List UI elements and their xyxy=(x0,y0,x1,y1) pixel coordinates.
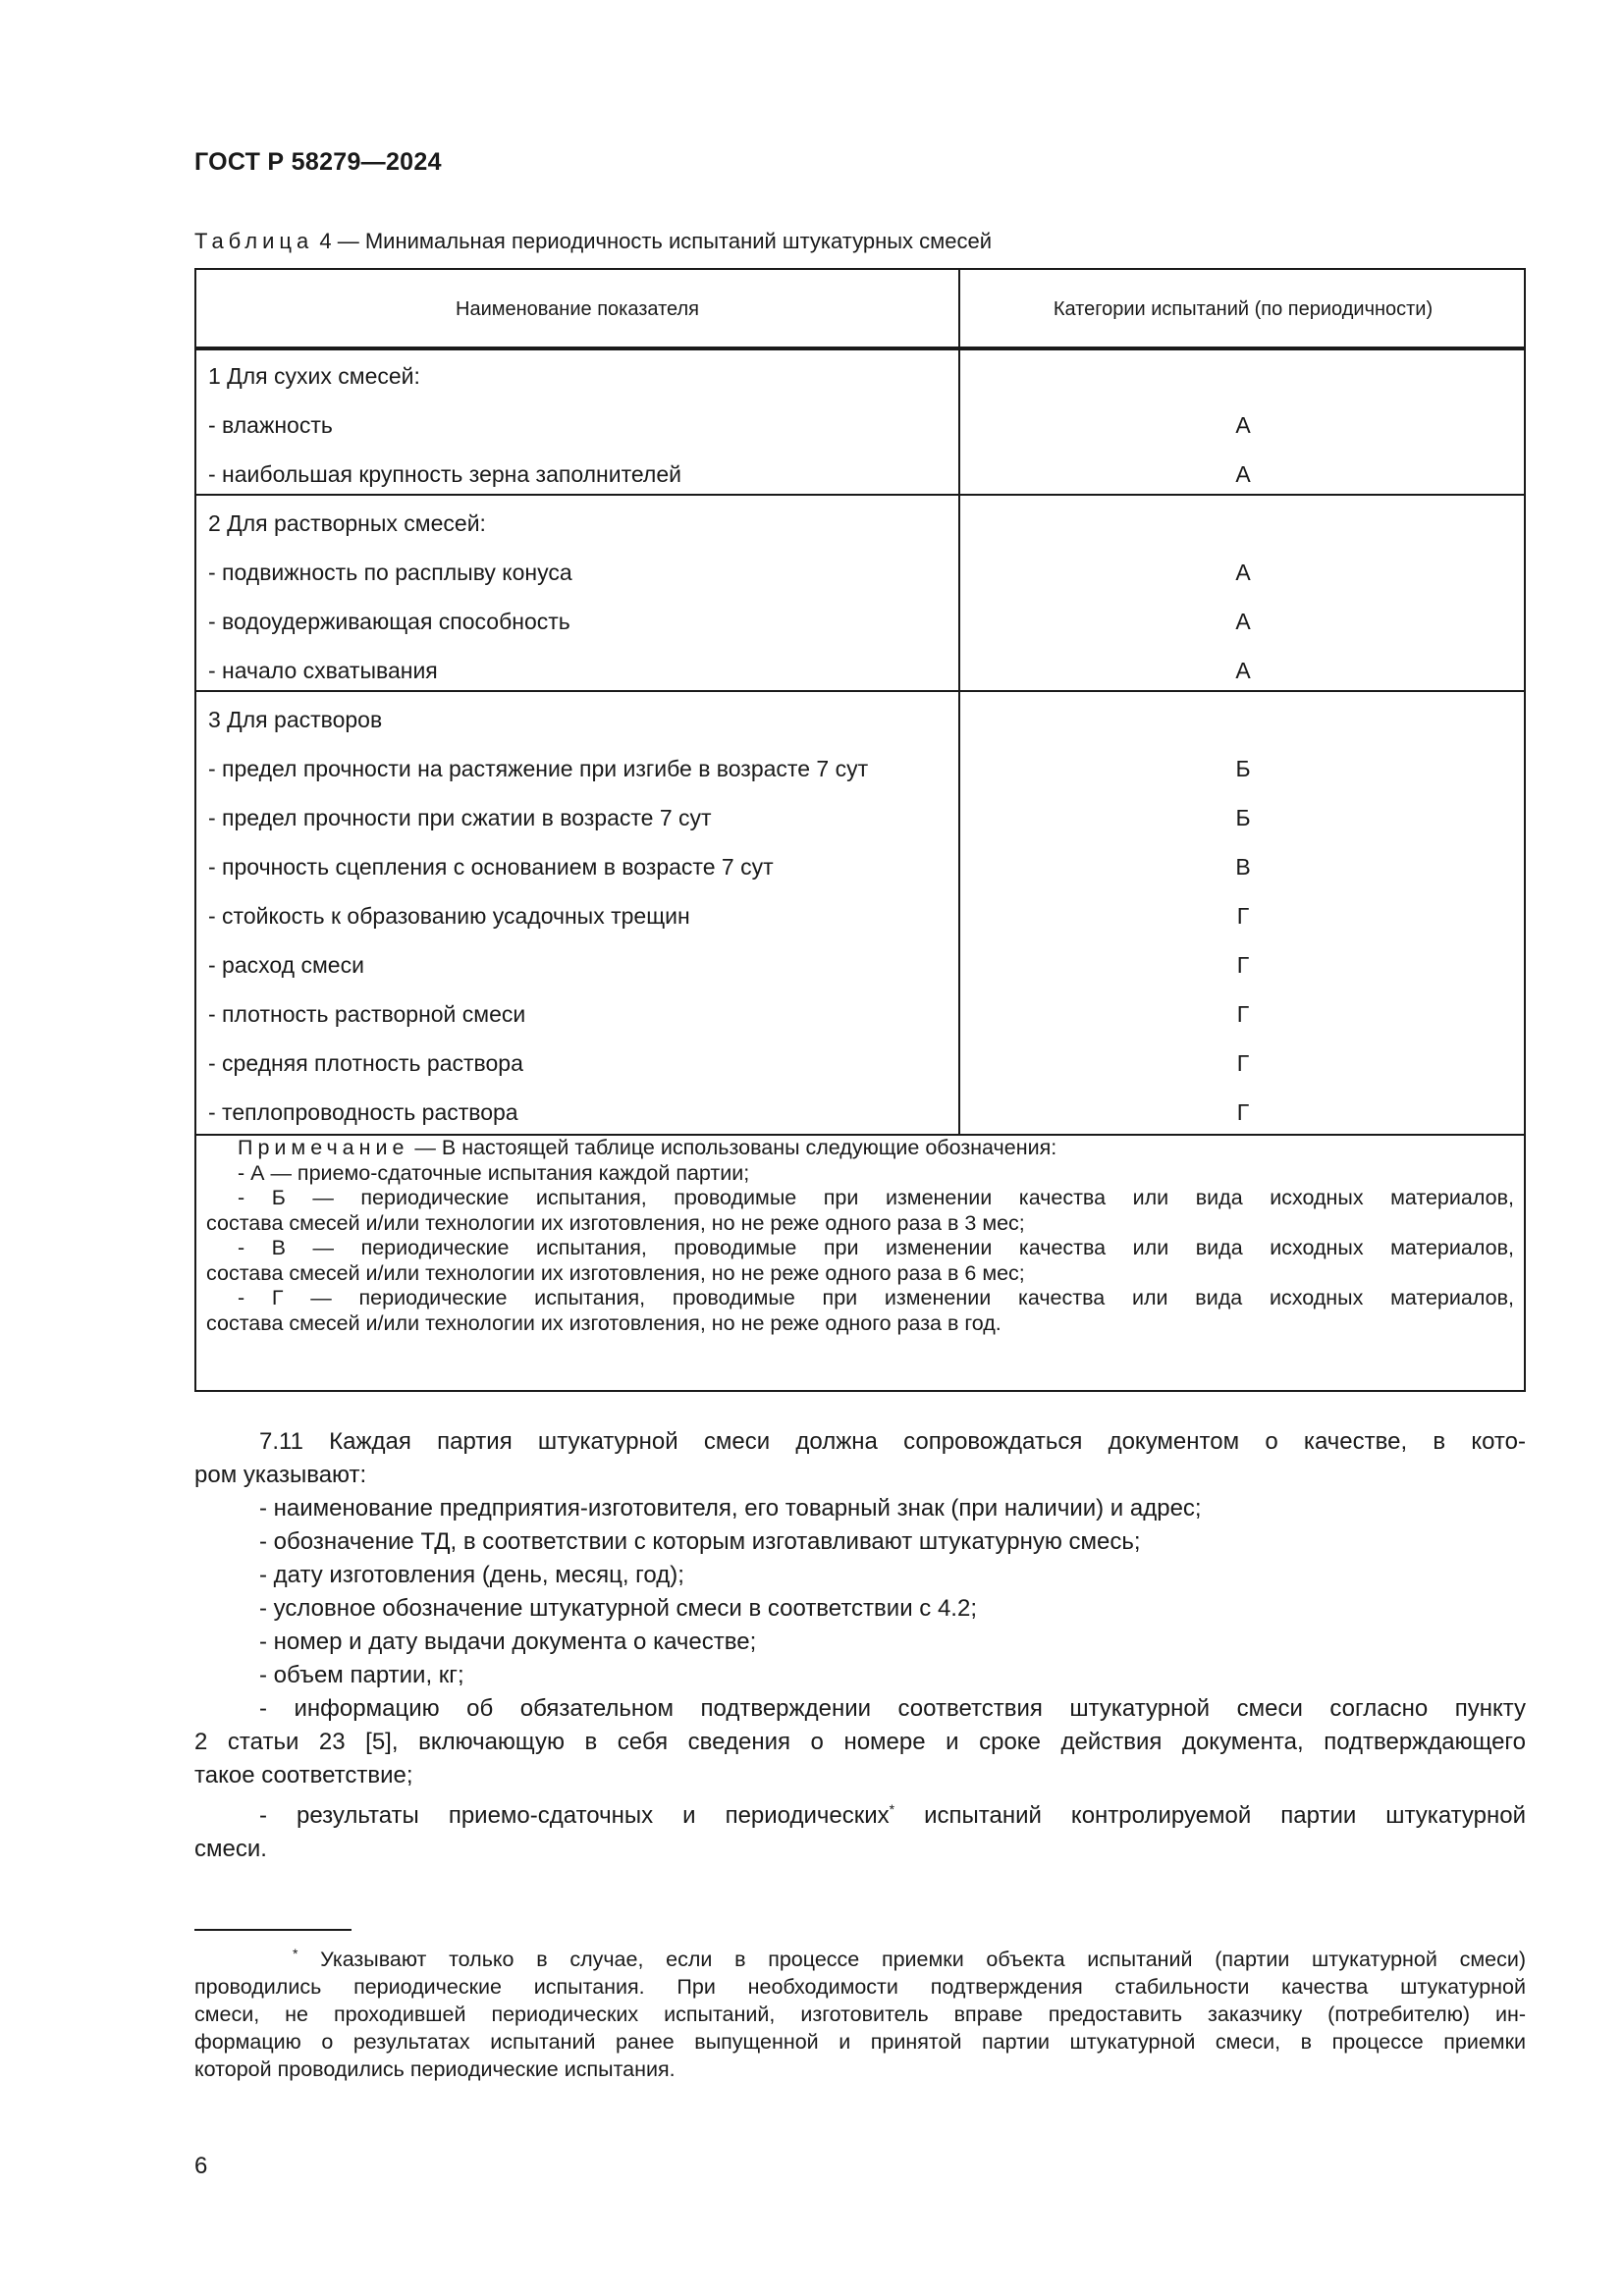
table-row xyxy=(196,646,1526,695)
table-row xyxy=(196,1088,1526,1137)
footnote-line: которой проводились периодические испытания. xyxy=(194,2057,676,2082)
test-category: Г xyxy=(1236,1050,1250,1076)
footnote-line xyxy=(194,1940,1526,1973)
indicator-name: - наибольшая крупность зерна заполнителей xyxy=(208,461,681,487)
note-intro-text: — В настоящей таблице использованы следующие обозначения: xyxy=(408,1136,1057,1159)
table-row xyxy=(196,450,1526,499)
results-text-cont: испытаний контролируемой партии штукатурной xyxy=(894,1802,1526,1829)
table-row xyxy=(196,793,1526,842)
test-category: А xyxy=(1235,609,1251,634)
note-item-b-line2: состава смесей и/или технологии их изготовления, но не реже одного раза в 3 мес; xyxy=(206,1210,1025,1235)
column-header-category: Категории испытаний (по периодичности) xyxy=(1053,297,1434,320)
note-item-a: - А — приемо-сдаточные испытания каждой партии; xyxy=(238,1160,750,1185)
table-row xyxy=(196,744,1526,793)
group-title-row xyxy=(196,499,1526,548)
group-title: 3 Для растворов xyxy=(208,707,383,732)
test-category: Г xyxy=(1236,1099,1250,1125)
footnote-text: Указывают только в случае, если в процессе приемки объекта испытаний (партии штукатурной смеси) xyxy=(298,1948,1526,1972)
header-divider-double xyxy=(196,348,1524,350)
indicator-name: - стойкость к образованию усадочных трещин xyxy=(208,903,690,929)
test-category: Б xyxy=(1235,756,1251,781)
footnote-line: смеси, не проходившей периодических испытаний, изготовитель вправе предоставить заказчику (потребителю) ин- xyxy=(194,2002,1526,2027)
test-category: А xyxy=(1235,560,1251,585)
table-row xyxy=(196,989,1526,1039)
test-category: А xyxy=(1235,461,1251,487)
table-row xyxy=(196,597,1526,646)
table-row xyxy=(196,400,1526,450)
note-item-b-line1: - Б — периодические испытания, проводимые при изменении качества или вида исходных материалов, xyxy=(238,1186,1514,1209)
group-title: 1 Для сухих смесей: xyxy=(208,363,420,389)
note-item-v-line2: состава смесей и/или технологии их изготовления, но не реже одного раза в 6 мес; xyxy=(206,1260,1025,1285)
table-row xyxy=(196,1039,1526,1088)
table-caption-text: 4 — Минимальная периодичность испытаний штукатурных смесей xyxy=(313,229,993,253)
test-category: Г xyxy=(1236,903,1250,929)
list-item: - дату изготовления (день, месяц, год); xyxy=(259,1562,684,1588)
indicator-name: - влажность xyxy=(208,412,333,438)
list-item: - обозначение ТД, в соответствии с которым изготавливают штукатурную смесь; xyxy=(259,1528,1141,1555)
indicator-name: - расход смеси xyxy=(208,952,364,978)
page-number: 6 xyxy=(194,2153,208,2179)
section-7-11 xyxy=(194,1425,1526,1866)
note-item-v-line1: - В — периодические испытания, проводимые при изменении качества или вида исходных материалов, xyxy=(238,1236,1514,1259)
column-header-indicator: Наименование показателя xyxy=(456,297,699,320)
indicator-name: - предел прочности при сжатии в возрасте 7 сут xyxy=(208,805,712,830)
note-item-g-line1: - Г — периодические испытания, проводимые при изменении качества или вида исходных материалов, xyxy=(238,1286,1514,1309)
list-item-results-line2: смеси. xyxy=(194,1836,267,1862)
list-item-results xyxy=(194,1792,1526,1833)
test-frequency-table xyxy=(194,268,1526,1392)
footnote-line: проводились периодические испытания. При необходимости подтверждения стабильности качества штукатурной xyxy=(194,1975,1526,2000)
indicator-name: - начало схватывания xyxy=(208,658,438,683)
footnote-mark: * xyxy=(293,1946,298,1961)
list-item-info-line1: - информацию об обязательном подтверждении соответствия штукатурной смеси согласно пункту xyxy=(259,1695,1526,1722)
paragraph-line: ром указывают: xyxy=(194,1462,367,1488)
note-intro xyxy=(206,1136,1514,1161)
table-caption-prefix: Таблица xyxy=(194,229,314,253)
table-row xyxy=(196,940,1526,989)
indicator-name: - подвижность по расплыву конуса xyxy=(208,560,572,585)
indicator-name: - средняя плотность раствора xyxy=(208,1050,523,1076)
indicator-name: - прочность сцепления с основанием в возрасте 7 сут xyxy=(208,854,774,880)
table-row xyxy=(196,842,1526,891)
test-category: А xyxy=(1235,412,1251,438)
list-item: - наименование предприятия-изготовителя, его товарный знак (при наличии) и адрес; xyxy=(259,1495,1202,1522)
list-item: - условное обозначение штукатурной смеси в соответствии с 4.2; xyxy=(259,1595,977,1622)
document-header: ГОСТ Р 58279—2024 xyxy=(194,148,442,176)
footnote-separator xyxy=(194,1929,352,1931)
list-item-info-line2: 2 статьи 23 [5], включающую в себя сведения о номере и сроке действия документа, подтверждающего xyxy=(194,1729,1526,1755)
list-item: - объем партии, кг; xyxy=(259,1662,464,1688)
list-item: - номер и дату выдачи документа о качестве; xyxy=(259,1629,757,1655)
test-category: В xyxy=(1235,854,1251,880)
table-row xyxy=(196,891,1526,940)
test-category: А xyxy=(1235,658,1251,683)
paragraph-line: 7.11 Каждая партия штукатурной смеси должна сопровождаться документом о качестве, в кото- xyxy=(259,1428,1526,1455)
footnote xyxy=(194,1940,1526,2083)
test-category: Г xyxy=(1236,1001,1250,1027)
test-category: Г xyxy=(1236,952,1250,978)
results-text: - результаты приемо-сдаточных и периодических xyxy=(259,1802,890,1829)
indicator-name: - теплопроводность раствора xyxy=(208,1099,518,1125)
group-title-row xyxy=(196,695,1526,744)
table-caption xyxy=(194,229,992,254)
group-title: 2 Для растворных смесей: xyxy=(208,510,486,536)
table-note xyxy=(206,1136,1514,1336)
footnote-line: формацию о результатах испытаний ранее выпущенной и принятой партии штукатурной смеси, в процессе приемки xyxy=(194,2030,1526,2055)
test-category: Б xyxy=(1235,805,1251,830)
group-title-row xyxy=(196,351,1526,400)
list-item-info-line3: такое соответствие; xyxy=(194,1762,413,1789)
indicator-name: - предел прочности на растяжение при изгибе в возрасте 7 сут xyxy=(208,756,869,781)
indicator-name: - водоудерживающая способность xyxy=(208,609,570,634)
table-row xyxy=(196,548,1526,597)
note-label: Примечание xyxy=(238,1136,409,1159)
footnote-reference: * xyxy=(889,1801,895,1817)
note-item-g-line2: состава смесей и/или технологии их изготовления, но не реже одного раза в год. xyxy=(206,1310,1001,1335)
indicator-name: - плотность растворной смеси xyxy=(208,1001,526,1027)
